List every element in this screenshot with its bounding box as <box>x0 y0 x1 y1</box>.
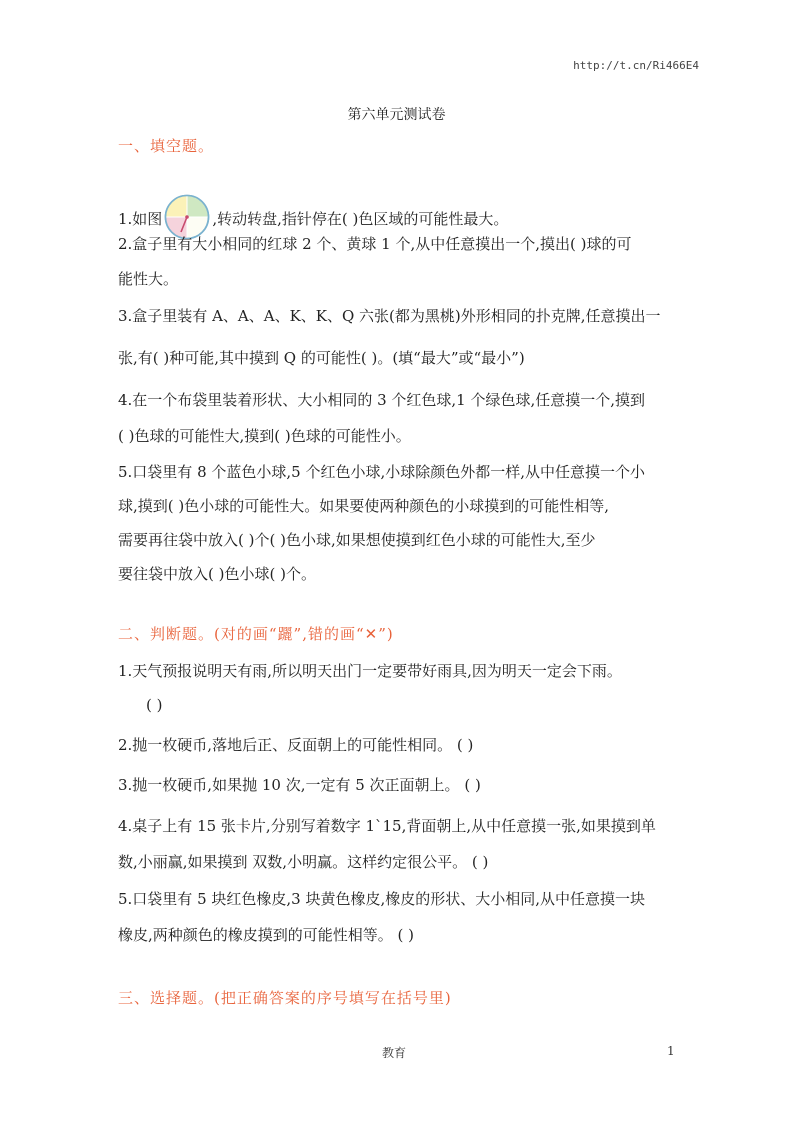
question-1-4: 4.在一个布袋里装着形状、大小相同的 3 个红色球,1 个绿色球,任意摸一个,摸到 <box>118 391 646 409</box>
question-1-5-cont-1: 球,摸到( )色小球的可能性大。如果要使两种颜色的小球摸到的可能性相等, <box>118 497 610 515</box>
section-heading-true-false: 二、判断题。(对的画“躧”,错的画“✕”) <box>118 625 394 643</box>
answer-bracket-2-1: ( ) <box>146 696 163 714</box>
question-text: ,转动转盘,指针停在( )色区域的可能性最大。 <box>212 210 509 228</box>
question-1-2-cont: 能性大。 <box>118 270 179 288</box>
question-2-5: 5.口袋里有 5 块红色橡皮,3 块黄色橡皮,橡皮的形状、大小相同,从中任意摸一块 <box>118 890 646 908</box>
question-2-3: 3.抛一枚硬币,如果抛 10 次,一定有 5 次正面朝上。 ( ) <box>118 776 481 794</box>
question-1-3-cont: 张,有( )种可能,其中摸到 Q 的可能性( )。(填“最大”或“最小”) <box>118 349 525 367</box>
question-2-4: 4.桌子上有 15 张卡片,分别写着数字 1`15,背面朝上,从中任意摸一张,如果摸到单 <box>118 817 656 835</box>
question-1-5: 5.口袋里有 8 个蓝色小球,5 个红色小球,小球除颜色外都一样,从中任意摸一个小 <box>118 463 646 481</box>
question-text: 1.如图 <box>118 210 163 228</box>
question-1-5-cont-2: 需要再往袋中放入( )个( )色小球,如果想使摸到红色小球的可能性大,至少 <box>118 531 596 549</box>
question-2-5-cont: 橡皮,两种颜色的橡皮摸到的可能性相等。 ( ) <box>118 926 415 944</box>
page-number: 1 <box>667 1044 675 1058</box>
question-2-2: 2.抛一枚硬币,落地后正、反面朝上的可能性相同。 ( ) <box>118 736 474 754</box>
source-url[interactable]: http://t.cn/Ri466E4 <box>573 59 699 72</box>
question-1-3: 3.盒子里装有 A、A、A、K、K、Q 六张(都为黑桃)外形相同的扑克牌,任意摸出一 <box>118 307 661 325</box>
section-heading-multiple-choice: 三、选择题。(把正确答案的序号填写在括号里) <box>118 989 452 1007</box>
section-heading-fill-blank: 一、填空题。 <box>118 137 215 155</box>
question-1-5-cont-3: 要往袋中放入( )色小球( )个。 <box>118 565 316 583</box>
page-title: 第六单元测试卷 <box>347 107 446 123</box>
question-1-2: 2.盒子里有大小相同的红球 2 个、黄球 1 个,从中任意摸出一个,摸出( )球的可 <box>118 235 632 253</box>
question-2-4-cont: 数,小丽赢,如果摸到 双数,小明赢。这样约定很公平。 ( ) <box>118 853 489 871</box>
question-1-4-cont: ( )色球的可能性大,摸到( )色球的可能性小。 <box>118 427 411 445</box>
footer-label: 教育 <box>382 1046 407 1060</box>
question-2-1: 1.天气预报说明天有雨,所以明天出门一定要带好雨具,因为明天一定会下雨。 <box>118 662 622 680</box>
